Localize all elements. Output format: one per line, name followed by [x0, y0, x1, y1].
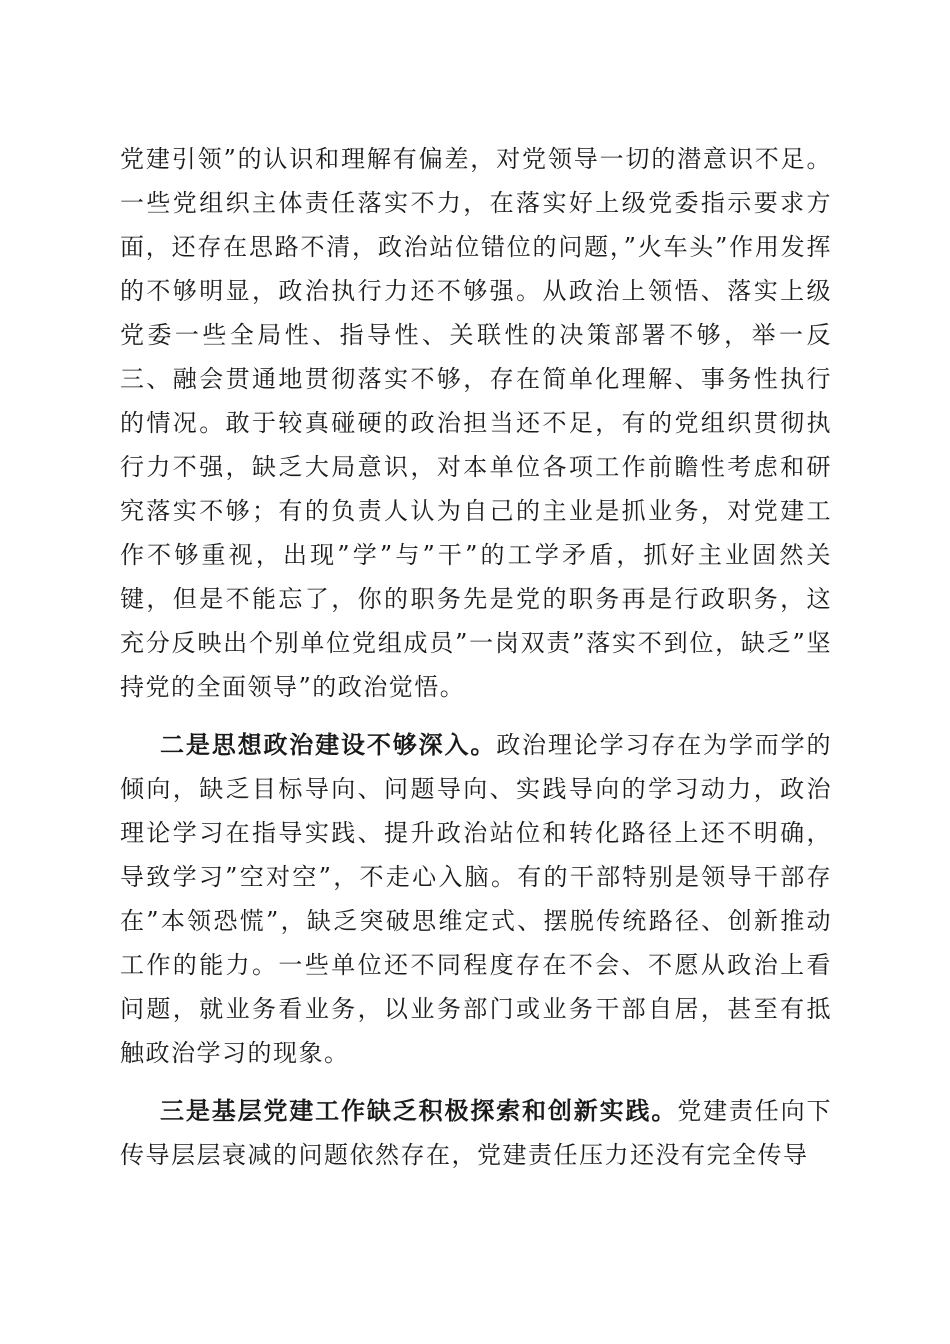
paragraph-text: 党建引领”的认识和理解有偏差，对党领导一切的潜意识不足。一些党组织主体责任落实不力，在落实好上级党委指示要求方面，还存在思路不清，政治站位错位的问题，”火车头”作用发挥的不够明显，政治执行力还不够强。从政治上领悟、落实上级党委一些全局性、指导性、关联性的决策部署不够，举一反三、融会贯通地贯彻落实不够，存在简单化理解、事务性执行的情况。敢于较真碰硬的政治担当还不足，有的党组织贯彻执行力不强，缺乏大局意识，对本单位各项工作前瞻性考虑和研究落实不够；有的负责人认为自己的主业是抓业务，对党建工作不够重视，出现”学”与”干”的工学矛盾，抓好主业固然关键，但是不能忘了，你的职务先是党的职务再是行政职务，这充分反映出个别单位党组成员”一岗双责”落实不到位，缺乏”坚持党的全面领导”的政治觉悟。: [120, 145, 832, 701]
paragraph-ideological-building: [120, 723, 832, 1075]
paragraph-lead: 三是基层党建工作缺乏积极探索和创新实践。: [160, 1096, 678, 1125]
paragraph-continuation: [120, 137, 832, 709]
paragraph-grassroots-party-building: [120, 1089, 832, 1177]
paragraph-text: 政治理论学习存在为学而学的倾向，缺乏目标导向、问题导向、实践导向的学习动力，政治理论学习在指导实践、提升政治站位和转化路径上还不明确，导致学习”空对空”，不走心入脑。有的干部特别是领导干部存在”本领恐慌”，缺乏突破思维定式、摆脱传统路径、创新推动工作的能力。一些单位还不同程度存在不会、不愿从政治上看问题，就业务看业务，以业务部门或业务干部自居，甚至有抵触政治学习的现象。: [120, 731, 833, 1067]
paragraph-text: 党建责任向下传导层层衰减的问题依然存在，党建责任压力还没有完全传导: [120, 1097, 833, 1169]
paragraph-lead: 二是思想政治建设不够深入。: [160, 730, 497, 759]
document-body: [120, 137, 832, 1177]
